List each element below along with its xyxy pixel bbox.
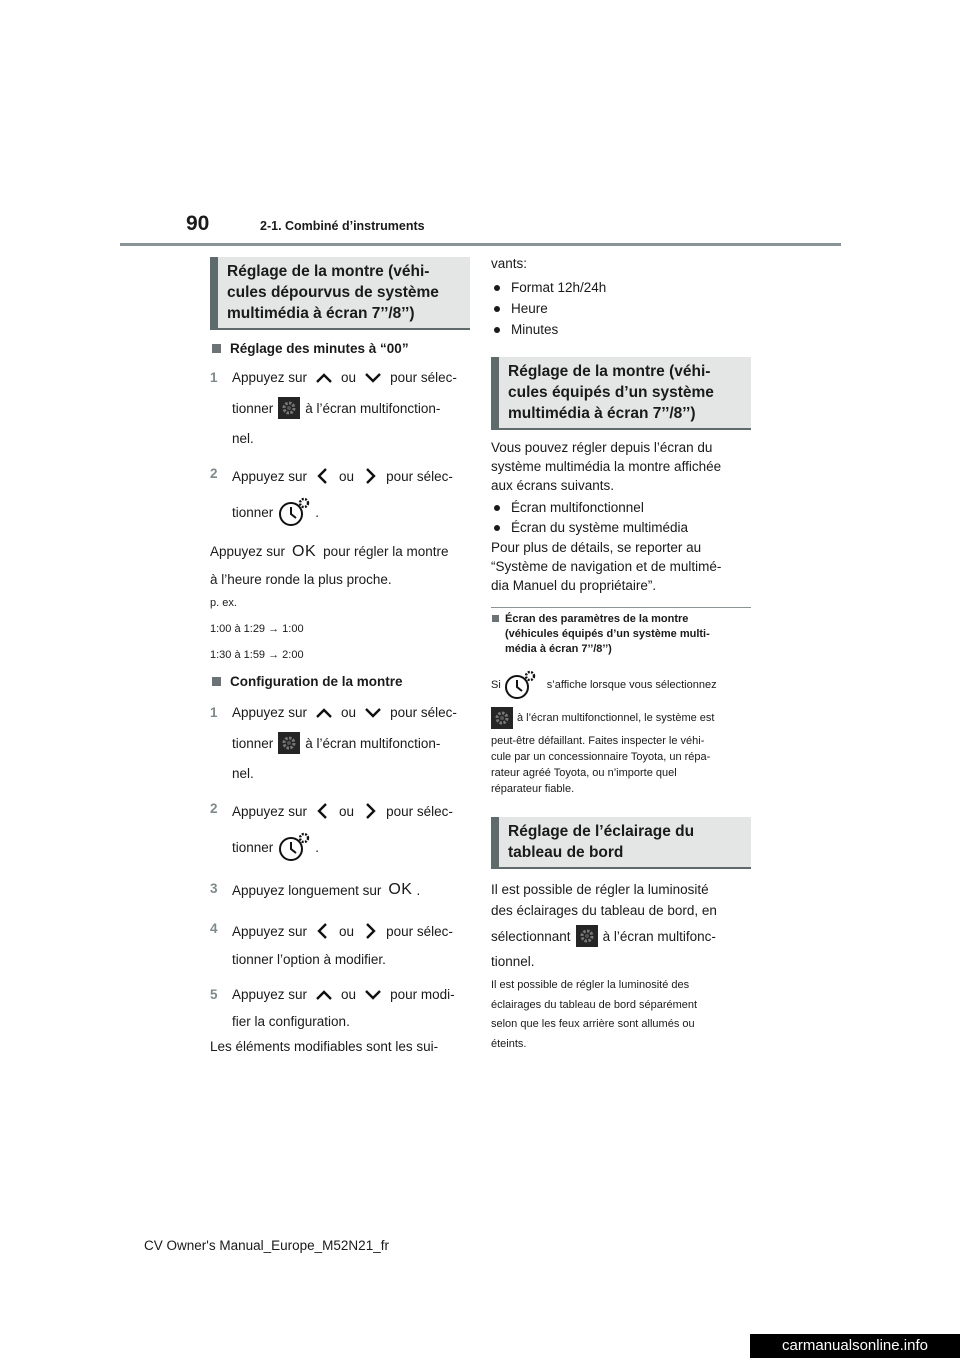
page-number: 90: [186, 212, 210, 235]
reference-paragraph: Pour plus de détails, se reporter au “Système de navigation et de multimé- dia Manuel du propriétaire”.: [491, 540, 722, 593]
bullet-icon: [494, 327, 500, 333]
chevron-up-icon: [313, 371, 335, 385]
right-column: [491, 254, 751, 1054]
bullet-icon: [494, 505, 500, 511]
clock-settings-icon: [277, 496, 313, 528]
lighting-paragraph: Il est possible de régler la luminosité des éclairages du tableau de bord, en sélectionnant à l’écran multifonc- tionnel.: [491, 882, 717, 969]
chevron-right-icon: [361, 466, 379, 486]
config-step-2: 2 Appuyez sur ou pour sélec- tionner .: [210, 801, 470, 863]
chevron-up-icon: [313, 988, 335, 1002]
subheading-minutes: Réglage des minutes à “00”: [210, 341, 470, 356]
chevron-left-icon: [314, 921, 332, 941]
subheading-configuration: Configuration de la montre: [210, 674, 470, 689]
config-step-1: 1 Appuyez sur ou pour sélec- tionner à l’écran multifonction- nel.: [210, 705, 457, 781]
chevron-down-icon: [362, 988, 384, 1002]
header-rule: [120, 243, 841, 246]
example-label: p. ex.: [210, 597, 237, 609]
list-item: Format 12h/24h: [491, 280, 751, 295]
watermark: carmanualsonline.info: [750, 1334, 960, 1358]
square-bullet-icon: [492, 615, 499, 622]
list-item: Minutes: [491, 322, 751, 337]
settings-gear-icon: [278, 732, 300, 754]
step-2: 2 Appuyez sur ou pour sélec- tionner .: [210, 466, 470, 528]
chevron-right-icon: [361, 801, 379, 821]
bullet-icon: [494, 306, 500, 312]
ok-paragraph: Appuyez sur OK pour régler la montre à l’heure ronde la plus proche.: [210, 543, 449, 587]
section-title: 2-1. Combiné d’instruments: [260, 219, 425, 233]
lighting-note: Il est possible de régler la luminosité des éclairages du tableau de bord séparément selon que les feux arrière sont allumés ou éteints.: [491, 979, 698, 1050]
example-line-2: 1:30 à 1:59 → 2:00: [210, 649, 304, 661]
chevron-right-icon: [361, 921, 379, 941]
example-line-1: 1:00 à 1:29 → 1:00: [210, 623, 304, 635]
intro-paragraph: Vous pouvez régler depuis l’écran du système multimédia la montre affichée aux écrans suivants.: [491, 440, 722, 493]
ok-button-icon: OK: [292, 543, 317, 560]
section-heading-box: [210, 257, 470, 330]
box-title: Réglage de la montre (véhi-cules dépourvus de système multimédia à écran 7’’/8’’): [227, 263, 439, 322]
list-intro-continued: vants:: [491, 256, 528, 271]
square-bullet-icon: [212, 344, 221, 353]
clock-settings-icon: [503, 669, 539, 701]
config-step-4: 4 Appuyez sur ou pour sélec- tionner l’option à modifier.: [210, 921, 453, 967]
bullet-icon: [494, 525, 500, 531]
settings-gear-icon: [491, 707, 513, 729]
list-item: Heure: [491, 301, 751, 316]
note-body: Si s’affiche lorsque vous sélectionnez à l’écran multifonctionnel, le système est peut-être défaillant. Faites inspecter le véhi- cule par un concessionnaire Toyota, un répa- rateur agréé Toyota, ou n’importe quel réparateur fiable.: [491, 669, 751, 797]
footer-manual-id: CV Owner's Manual_Europe_M52N21_fr: [144, 1238, 389, 1253]
section-heading-box: Réglage de l’éclairage du tableau de bord: [491, 817, 751, 869]
bullet-icon: [494, 285, 500, 291]
clock-settings-icon: [277, 831, 313, 863]
note-heading: Écran des paramètres de la montre (véhicules équipés d’un système multi- média à écran 7’’/8’’): [491, 612, 751, 657]
config-step-5: 5 Appuyez sur ou pour modi- fier la configuration.: [210, 987, 455, 1029]
section-heading-box: Réglage de la montre (véhi-cules équipés d’un système multimédia à écran 7’’/8’’): [491, 357, 751, 430]
list-item: Écran multifonctionnel: [491, 500, 751, 515]
note-divider: [491, 607, 751, 608]
chevron-left-icon: [314, 801, 332, 821]
chevron-down-icon: [362, 706, 384, 720]
chevron-down-icon: [362, 371, 384, 385]
square-bullet-icon: [212, 677, 221, 686]
left-column: [210, 257, 470, 1056]
step-1: 1 Appuyez sur ou pour sélec- tionner à l’écran multifonction- nel.: [210, 370, 457, 446]
ok-button-icon: OK: [388, 881, 413, 898]
config-step-3: 3 Appuyez longuement sur OK .: [210, 881, 421, 898]
chevron-left-icon: [314, 466, 332, 486]
list-item: Écran du système multimédia: [491, 520, 751, 535]
settings-gear-icon: [278, 397, 300, 419]
chevron-up-icon: [313, 706, 335, 720]
settings-gear-icon: [576, 925, 598, 947]
list-intro: Les éléments modifiables sont les sui-: [210, 1039, 439, 1054]
